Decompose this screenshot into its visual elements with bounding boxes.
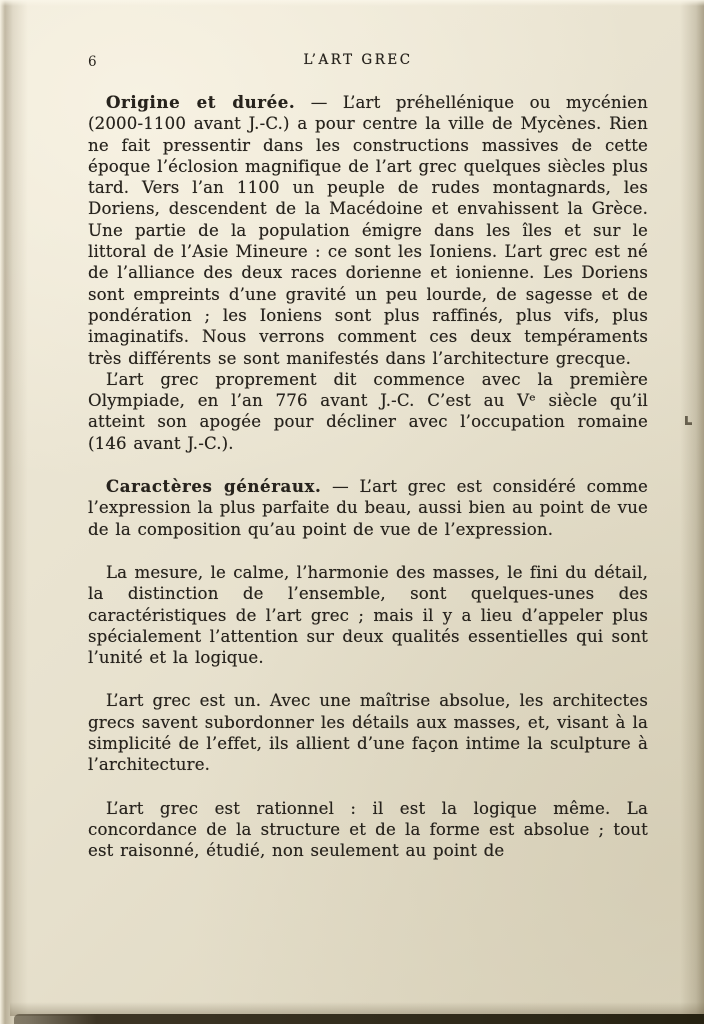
paragraph-text: L’art grec proprement dit commence avec la première Olympiade, en l’an 776 avant J.-C. C’est au Vᵉ siècle qu’il atteint son apogée pour décliner avec l’occupation romaine (146 avant J.-C.). (88, 369, 648, 453)
running-title: L’ART GREC (303, 52, 413, 68)
paragraph-la-mesure (88, 562, 648, 668)
paragraph-art-grec-commence (88, 369, 648, 454)
page-header (88, 52, 648, 72)
paragraph-origine-et-duree (88, 92, 648, 369)
paragraph-lead: Origine et durée. (106, 92, 296, 112)
paper-edge-bottom-shadow (10, 1002, 704, 1016)
page-number: 6 (88, 54, 98, 70)
paragraph-art-grec-est-un (88, 690, 648, 775)
paragraph-caracteres-generaux (88, 476, 648, 540)
paragraph-art-grec-rationnel (88, 798, 648, 862)
margin-ink-speck (685, 416, 692, 425)
paper-edge-left (0, 0, 30, 1024)
paragraph-lead: Caractères généraux. (106, 476, 322, 497)
paragraph-text: L’art grec est un. Avec une maîtrise absolue, les architectes grecs savent subordonner les détails aux masses, et, visant à la simplicité de l’effet, ils allient d’une façon intime la sculpture à l’architecture. (88, 691, 648, 775)
paragraph-text: L’art grec est rationnel : il est la logique même. La concordance de la structure et de la forme est absolue ; tout est raisonné, étudié, non seulement au point de (88, 798, 648, 861)
paper-edge-top (0, 0, 704, 6)
paragraph-text: La mesure, le calme, l’harmonie des masses, le fini du détail, la distinction de l’ensemble, sont quelques-unes des caractéristiques de l’art grec ; mais il y a lieu d’appeler plus spécialement l’attention sur deux qualités essentielles qui sont l’unité et la logique. (88, 562, 648, 668)
paper-edge-bottom-bar (14, 1014, 704, 1024)
paragraph-text: — L’art grec est considéré comme l’expression la plus parfaite du beau, aussi bien au point de vue de la composition qu’au point de vue de l’expression. (88, 477, 648, 539)
paragraph-text: — L’art préhellénique ou mycénien (2000-1100 avant J.-C.) a pour centre la ville de Mycènes. Rien ne fait pressentir dans les constructions massives de cette époque l’éclosion magnifique de l’art grec quelques siècles plus tard. Vers l’an 1100 un peuple de rudes montagnards, les Doriens, descendent de la Macédoine et envahissent la Grèce. Une partie de la population émigre dans les îles et sur le littoral de l’Asie Mineure : ce sont les Ioniens. L’art grec est né de l’alliance des deux races dorienne et ionienne. Les Doriens sont empreints d’une gravité un peu lourde, de sagesse et de pondération ; les Ioniens sont plus raffinés, plus vifs, plus imaginatifs. Nous verrons comment ces deux tempéraments très différents se sont manifestés dans l’architecture grecque. (88, 93, 648, 368)
page-text-block (88, 92, 648, 862)
paper-edge-right (678, 0, 704, 1024)
